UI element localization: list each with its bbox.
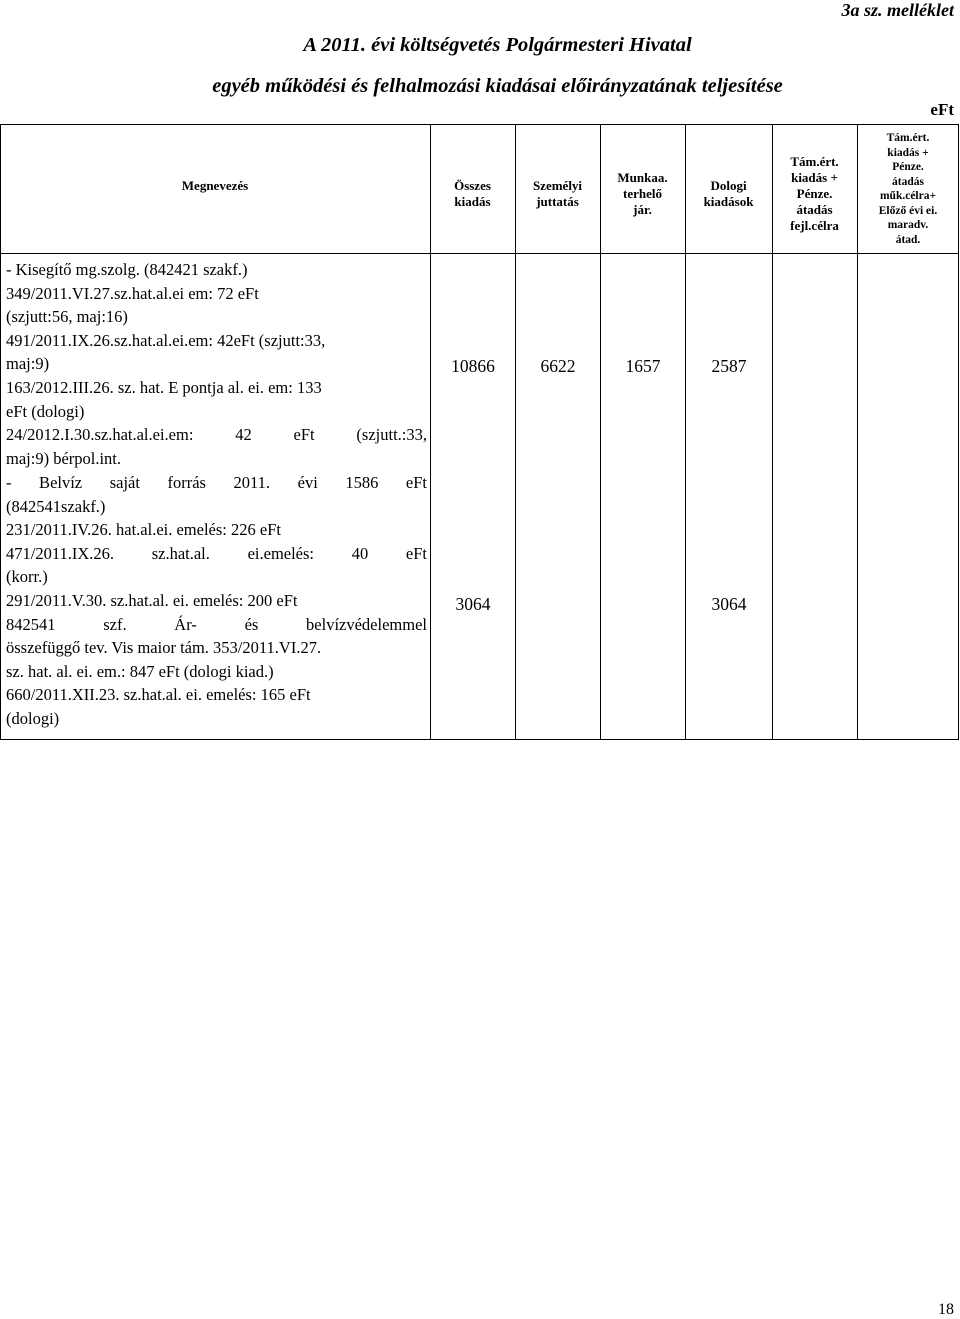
desc-line: összefüggő tev. Vis maior tám. 353/2011.VI.27. xyxy=(6,638,322,658)
column-divider xyxy=(430,124,431,740)
row-total: 10866 xyxy=(451,356,495,376)
desc-line: (korr.) xyxy=(6,567,48,587)
row-material: 3064 xyxy=(711,594,747,614)
desc-line: (dologi) xyxy=(6,708,60,728)
desc-line: maj:9) bérpol.int. xyxy=(6,448,122,468)
page-number: 18 xyxy=(938,1301,954,1318)
desc-line: maj:9) xyxy=(6,354,50,374)
row-employer: 1657 xyxy=(625,356,661,376)
annex-label: 3a sz. melléklet xyxy=(841,0,954,20)
row-description xyxy=(6,471,427,731)
header-transfer-dev: Tám.ért. kiadás + Pénze. átadás fejl.célra xyxy=(790,154,839,233)
desc-line: - Kisegítő mg.szolg. (842421 szakf.) xyxy=(6,260,248,279)
desc-line: 491/2011.IX.26.sz.hat.al.ei.em: 42eFt (szjutt:33, xyxy=(6,330,326,350)
row-description xyxy=(6,258,427,470)
desc-line: 231/2011.IV.26. hat.al.ei. emelés: 226 eFt xyxy=(6,520,281,540)
desc-line: 349/2011.VI.27.sz.hat.al.ei em: 72 eFt xyxy=(6,283,259,303)
desc-line: - Belvíz saját forrás 2011. évi 1586 eFt xyxy=(6,473,427,492)
column-divider xyxy=(515,124,516,740)
row-personal: 6622 xyxy=(540,356,576,376)
row-total: 3064 xyxy=(455,594,491,614)
row-material: 2587 xyxy=(711,356,747,376)
desc-line: 660/2011.XII.23. sz.hat.al. ei. emelés: 165 eFt xyxy=(6,685,311,705)
desc-line: (szjutt:56, maj:16) xyxy=(6,307,128,327)
header-name: Megnevezés xyxy=(181,178,249,193)
column-divider xyxy=(685,124,686,740)
desc-line: 471/2011.IX.26. sz.hat.al. ei.emelés: 40 eFt xyxy=(6,543,427,563)
header-divider xyxy=(0,253,959,254)
header-transfer-op: Tám.ért. kiadás + Pénze. átadás műk.célra+ Előző évi ei. maradv. átad. xyxy=(878,132,938,246)
unit-label: eFt xyxy=(930,100,954,119)
header-employer: Munkaa. terhelő jár. xyxy=(617,170,668,217)
desc-line: 842541 szf. Ár- és belvízvédelemmel xyxy=(6,614,427,634)
desc-line: (842541szakf.) xyxy=(6,496,106,516)
page-subtitle: egyéb működési és felhalmozási kiadásai előirányzatának teljesítése xyxy=(212,75,783,97)
desc-line: sz. hat. al. ei. em.: 847 eFt (dologi kiad.) xyxy=(6,661,274,681)
desc-line: 24/2012.I.30.sz.hat.al.ei.em: 42 eFt (szjutt.:33, xyxy=(6,425,427,445)
desc-line: eFt (dologi) xyxy=(6,401,85,421)
desc-line: 291/2011.V.30. sz.hat.al. ei. emelés: 200 eFt xyxy=(6,590,298,610)
header-total: Összes kiadás xyxy=(454,178,491,209)
page-title: A 2011. évi költségvetés Polgármesteri Hivatal xyxy=(303,34,692,56)
header-material: Dologi kiadások xyxy=(703,178,754,209)
desc-line: 163/2012.III.26. sz. hat. E pontja al. ei. em: 133 xyxy=(6,377,322,397)
header-personal: Személyi juttatás xyxy=(532,178,583,209)
